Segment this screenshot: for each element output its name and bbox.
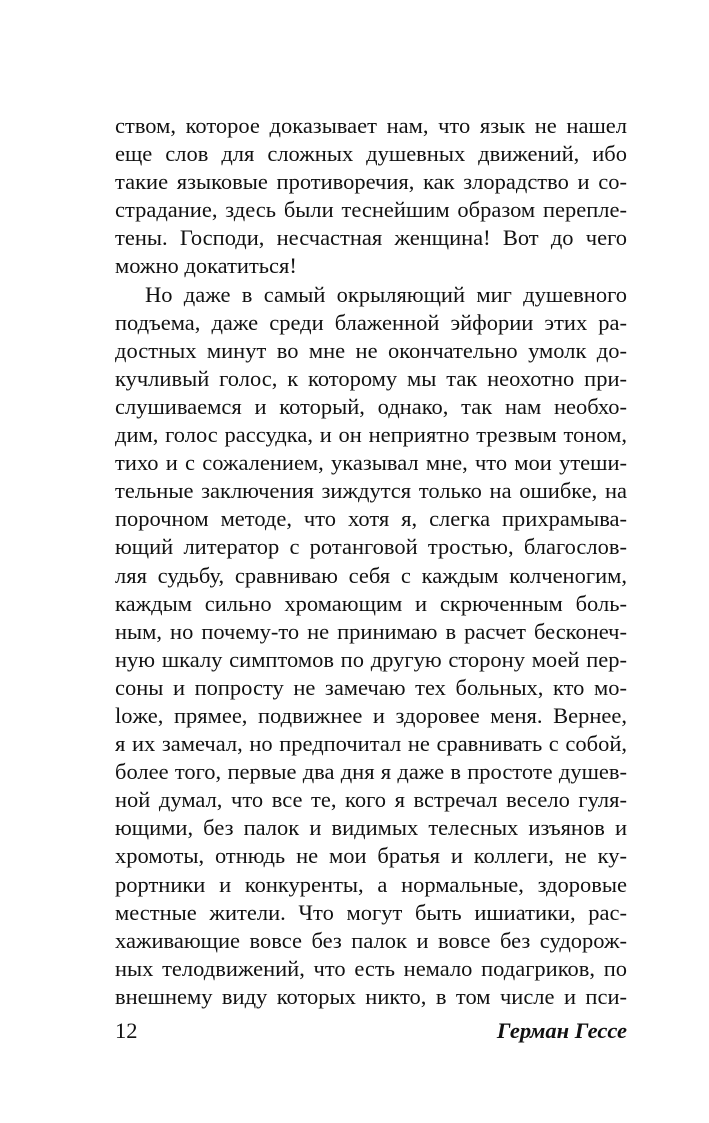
- text-line: ющими, без палок и видимых телесных изъянов и: [115, 815, 627, 841]
- page-body-text: [115, 112, 627, 1011]
- text-line: слушиваемся и который, однако, так нам необхо-: [115, 393, 627, 419]
- text-line: более того, первые два дня я даже в простоте душев-: [115, 759, 627, 785]
- text-line: кучливый голос, к которому мы так неохотно при-: [115, 365, 627, 391]
- text-line: loже, прямее, подвижнее и здоровее меня. Вернее,: [115, 702, 627, 728]
- text-line: ных телодвижений, что есть немало подагриков, по: [115, 955, 627, 981]
- text-line: ющий литератор с ротанговой тростью, благослов-: [115, 534, 627, 560]
- text-line: ной думал, что все те, кого я встречал весело гуля-: [115, 787, 627, 813]
- page-number: 12: [115, 1018, 138, 1043]
- text-line: соны и попросту не замечаю тех больных, кто мо-: [115, 674, 627, 700]
- text-line: местные жители. Что могут быть ишиатики, рас-: [115, 899, 627, 925]
- text-line: ством, которое доказывает нам, что язык не нашел: [115, 113, 627, 138]
- page-footer: [115, 1016, 627, 1046]
- running-author: Герман Гессе: [496, 1018, 627, 1043]
- text-line: ным, но почему-то не принимаю в расчет бесконеч-: [115, 618, 627, 644]
- text-line: тельные заключения зиждутся только на ошибке, на: [115, 478, 627, 504]
- text-line: такие языковые противоречия, как злорадство и со-: [115, 169, 627, 195]
- text-line: тихо и с сожалением, указывал мне, что мои утеши-: [115, 450, 627, 476]
- text-line: можно докатиться!: [115, 253, 297, 279]
- text-line: подъема, даже среди блаженной эйфории этих ра-: [115, 309, 627, 335]
- paragraph-first-line: Но даже в самый окрыляющий миг душевного: [145, 281, 627, 307]
- text-line: каждым сильно хромающим и скрюченным боль-: [115, 590, 627, 616]
- text-line: хромоты, отнюдь не мои братья и коллеги, не ку-: [115, 843, 627, 869]
- text-line: хаживающие вовсе без палок и вовсе без судорож-: [115, 927, 627, 953]
- text-line: порочном методе, что хотя я, слегка прихрамыва-: [115, 506, 627, 532]
- text-line: дим, голос рассудка, и он неприятно трезвым тоном,: [115, 422, 627, 448]
- text-line: внешнему виду которых никто, в том числе и пси-: [115, 983, 627, 1009]
- text-line: достных минут во мне не окончательно умолк до-: [115, 337, 627, 363]
- text-line: страдание, здесь были теснейшим образом перепле-: [115, 197, 627, 223]
- text-line: еще слов для сложных душевных движений, ибо: [115, 141, 627, 167]
- text-line: я их замечал, но предпочитал не сравнивать с собой,: [115, 731, 627, 757]
- text-line: рортники и конкуренты, а нормальные, здоровые: [115, 871, 627, 897]
- text-line: тены. Господи, несчастная женщина! Вот до чего: [115, 225, 627, 251]
- text-line: ную шкалу симптомов по другую сторону моей пер-: [115, 646, 627, 672]
- text-line: ляя судьбу, сравниваю себя с каждым колченогим,: [115, 562, 627, 588]
